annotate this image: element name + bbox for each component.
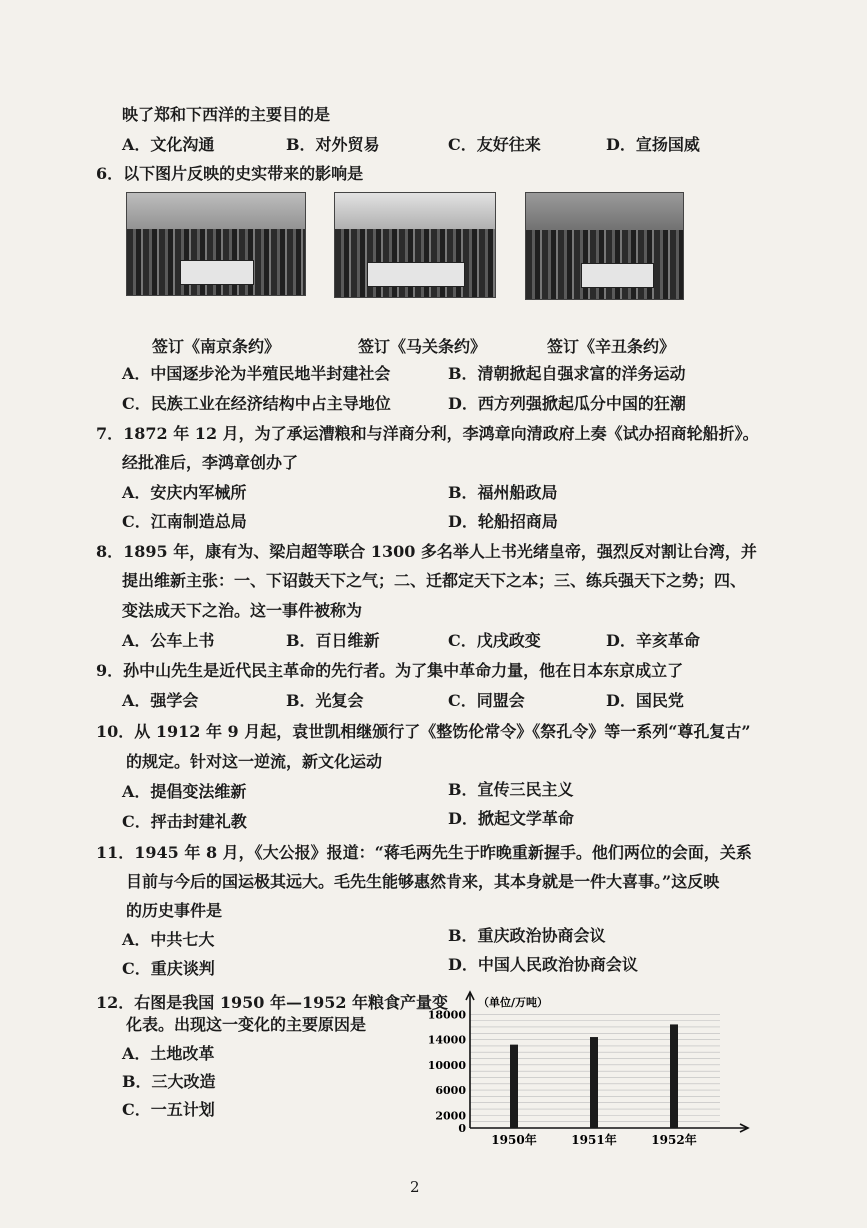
caption-nanjing: 签订《南京条约》 <box>152 337 281 356</box>
page-number: 2 <box>410 1178 420 1196</box>
q5-option-a: A．文化沟通 <box>122 135 215 154</box>
bar-1950年 <box>510 1045 518 1128</box>
q12-stem-line1: 12．右图是我国 1950 年—1952 年粮食产量变 <box>96 993 449 1012</box>
q11-option-a: A．中共七大 <box>122 930 215 949</box>
x-tick-label: 1950年 <box>491 1133 537 1147</box>
q6-option-b: B．清朝掀起自强求富的洋务运动 <box>448 364 686 383</box>
q6-option-c: C．民族工业在经济结构中占主导地位 <box>122 394 391 413</box>
chart-bars <box>510 1024 678 1128</box>
q12-option-c: C．一五计划 <box>122 1100 215 1119</box>
q10-stem-line1: 10．从 1912 年 9 月起，袁世凯相继颁行了《整饬伦常令》《祭孔令》等一系列“尊孔复古” <box>96 722 751 741</box>
q7-stem-line1: 7．1872 年 12 月，为了承运漕粮和与洋商分利，李鸿章向清政府上奏《试办招商轮船折》。 <box>96 424 759 443</box>
q5-option-d: D．宣扬国威 <box>606 135 700 154</box>
chart-y-label: （单位/万吨） <box>478 996 549 1009</box>
q8-option-c: C．戊戌政变 <box>448 631 541 650</box>
x-tick-label: 1952年 <box>651 1133 697 1147</box>
q5-option-c: C．友好往来 <box>448 135 541 154</box>
chart-axes <box>466 992 748 1132</box>
q9-option-b: B．光复会 <box>286 691 364 710</box>
y-tick-label: 18000 <box>427 1008 466 1022</box>
q7-option-d: D．轮船招商局 <box>448 512 558 531</box>
q11-stem-line1: 11．1945 年 8 月，《大公报》报道：“蒋毛两先生于昨晚重新握手。他们两位的会面，关系 <box>96 843 752 862</box>
q7-option-a: A．安庆内军械所 <box>122 483 247 502</box>
x-tick-label: 1951年 <box>571 1133 617 1147</box>
q8-option-a: A．公车上书 <box>122 631 215 650</box>
q9-option-c: C．同盟会 <box>448 691 525 710</box>
q6-option-d: D．西方列强掀起瓜分中国的狂潮 <box>448 394 686 413</box>
y-tick-label: 0 <box>458 1122 466 1135</box>
photo-shimonoseki-treaty <box>334 192 496 298</box>
photo-boxer-protocol <box>525 192 684 300</box>
grain-production-chart <box>420 988 750 1148</box>
q11-option-d: D．中国人民政治协商会议 <box>448 955 638 974</box>
q11-option-b: B．重庆政治协商会议 <box>448 926 606 945</box>
q11-stem-line3: 的历史事件是 <box>126 901 223 920</box>
q5-option-b: B．对外贸易 <box>286 135 380 154</box>
q11-option-c: C．重庆谈判 <box>122 959 215 978</box>
q8-stem-line1: 8．1895 年，康有为、梁启超等联合 1300 多名举人上书光绪皇帝，强烈反对割让台湾，并 <box>96 542 757 561</box>
q7-option-c: C．江南制造总局 <box>122 512 247 531</box>
q5-stem-tail: 映了郑和下西洋的主要目的是 <box>122 105 331 124</box>
bar-1952年 <box>670 1024 678 1128</box>
caption-maguan: 签订《马关条约》 <box>358 337 487 356</box>
q9-option-a: A．强学会 <box>122 691 199 710</box>
q8-option-d: D．辛亥革命 <box>606 631 700 650</box>
q8-option-b: B．百日维新 <box>286 631 380 650</box>
caption-xinchou: 签订《辛丑条约》 <box>547 337 676 356</box>
q7-option-b: B．福州船政局 <box>448 483 558 502</box>
q10-option-c: C．抨击封建礼教 <box>122 812 247 831</box>
y-tick-label: 14000 <box>427 1033 466 1047</box>
bar-1951年 <box>590 1037 598 1128</box>
q6-option-a: A．中国逐步沦为半殖民地半封建社会 <box>122 364 391 383</box>
q9-option-d: D．国民党 <box>606 691 684 710</box>
chart-y-ticks <box>428 1008 467 1135</box>
q8-stem-line3: 变法成天下之治。这一事件被称为 <box>122 601 363 620</box>
photo-nanjing-treaty <box>126 192 306 296</box>
q6-stem: 6．以下图片反映的史实带来的影响是 <box>96 164 364 183</box>
q12-option-b: B．三大改造 <box>122 1072 216 1091</box>
q11-stem-line2: 目前与今后的国运极其远大。毛先生能够惠然肯来，其本身就是一件大喜事。”这反映 <box>126 872 720 891</box>
q10-stem-line2: 的规定。针对这一逆流，新文化运动 <box>126 752 383 771</box>
q10-option-a: A．提倡变法维新 <box>122 782 247 801</box>
y-tick-label: 2000 <box>435 1109 466 1123</box>
q9-stem: 9．孙中山先生是近代民主革命的先行者。为了集中革命力量，他在日本东京成立了 <box>96 661 684 680</box>
y-tick-label: 6000 <box>435 1084 466 1098</box>
q12-stem-line2: 化表。出现这一变化的主要原因是 <box>126 1015 367 1034</box>
chart-x-labels <box>491 1132 696 1147</box>
y-tick-label: 10000 <box>427 1058 466 1072</box>
q7-stem-line2: 经批准后，李鸿章创办了 <box>122 453 299 472</box>
q10-option-b: B．宣传三民主义 <box>448 780 574 799</box>
q10-option-d: D．掀起文学革命 <box>448 809 574 828</box>
q8-stem-line2: 提出维新主张：一、下诏鼓天下之气；二、迁都定天下之本；三、练兵强天下之势；四、 <box>122 571 747 590</box>
q12-option-a: A．土地改革 <box>122 1044 215 1063</box>
